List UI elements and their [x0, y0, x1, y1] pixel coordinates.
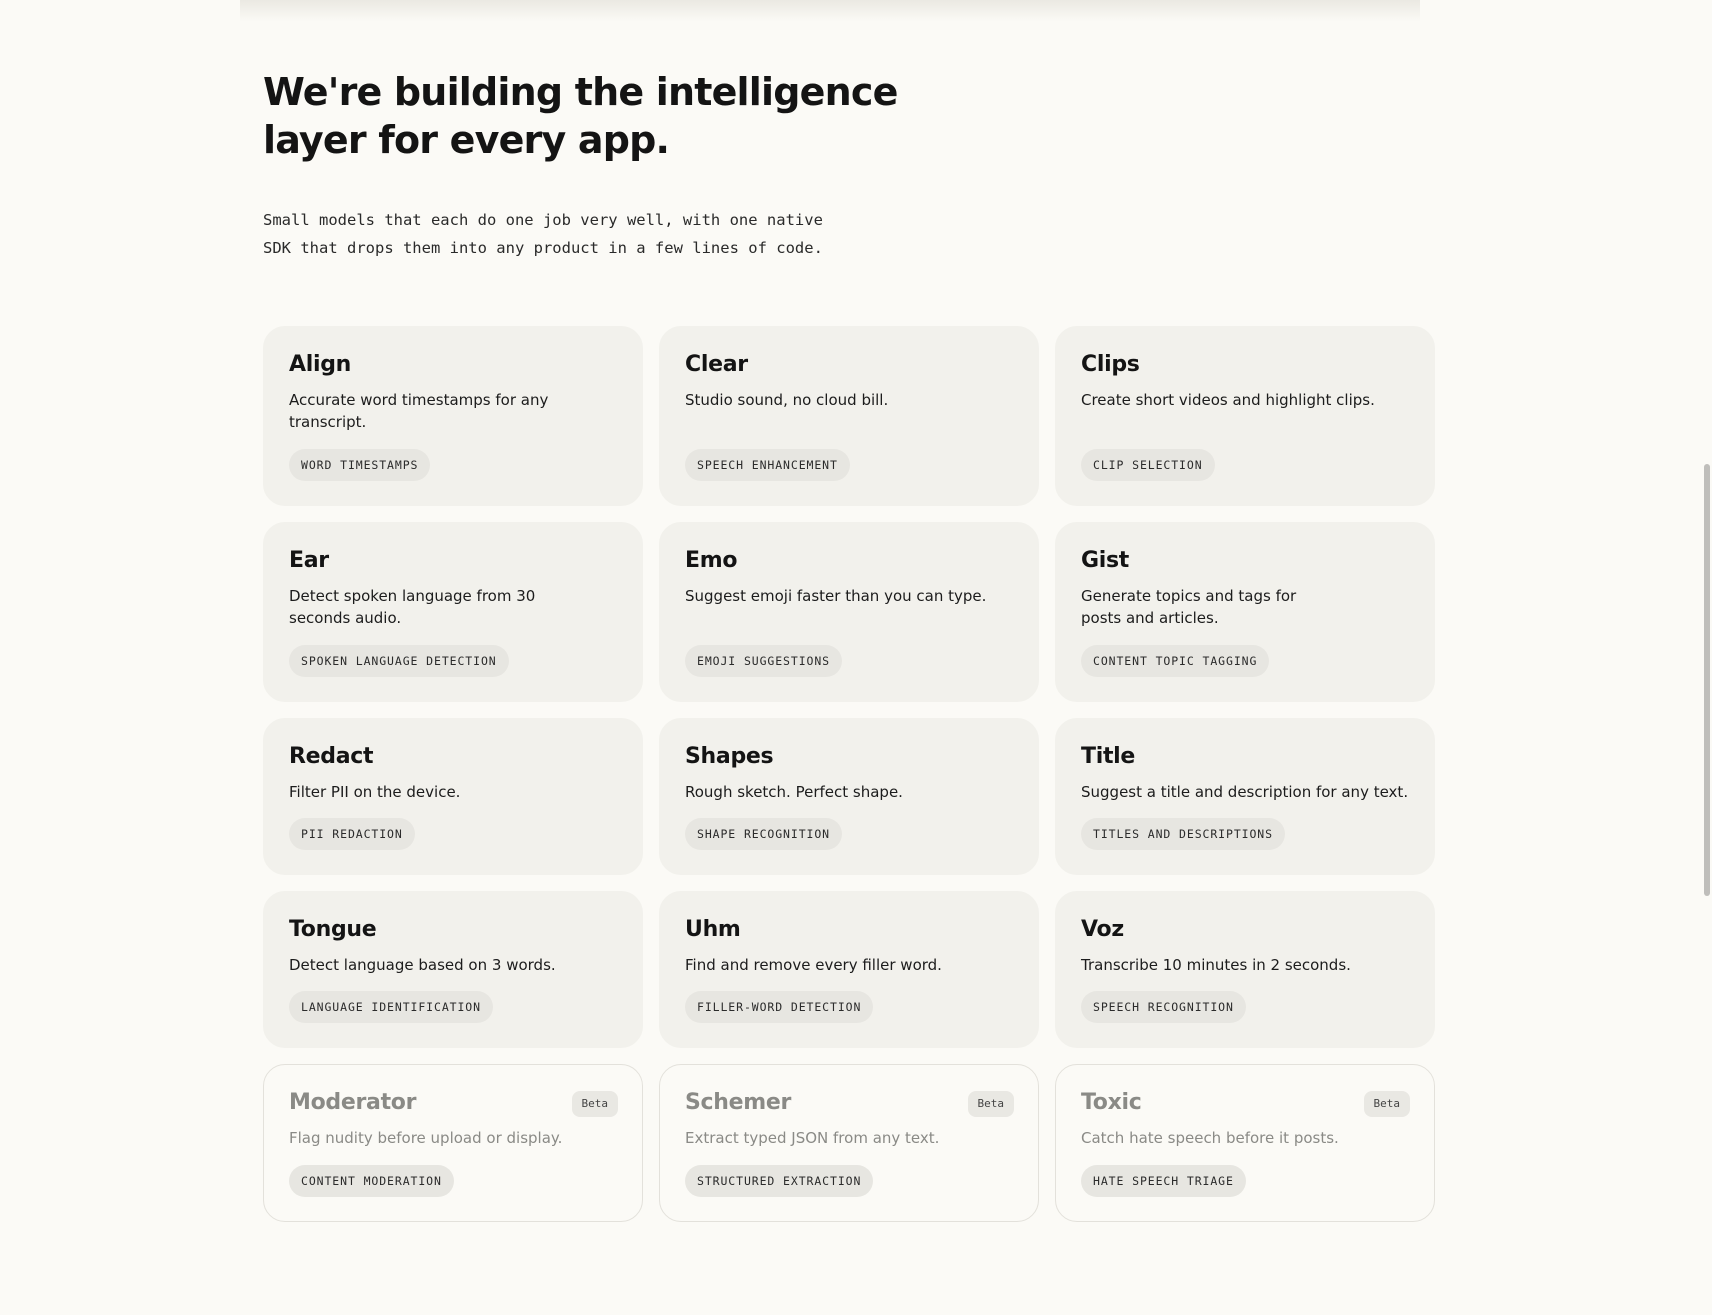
model-tag: CONTENT MODERATION [289, 1165, 454, 1197]
model-title: Emo [685, 548, 738, 573]
header-shadow [240, 0, 1420, 22]
model-tag: STRUCTURED EXTRACTION [685, 1165, 873, 1197]
model-tag: LANGUAGE IDENTIFICATION [289, 991, 493, 1023]
model-card-schemer[interactable] [659, 1064, 1039, 1222]
model-tag: EMOJI SUGGESTIONS [685, 645, 842, 677]
model-description: Suggest emoji faster than you can type. [685, 587, 987, 605]
model-description: Filter PII on the device. [289, 783, 461, 801]
model-card-align[interactable] [263, 326, 643, 506]
model-tag: SHAPE RECOGNITION [685, 818, 842, 850]
model-tag: SPEECH ENHANCEMENT [685, 449, 850, 481]
model-tag: SPEECH RECOGNITION [1081, 991, 1246, 1023]
beta-badge: Beta [1364, 1091, 1411, 1117]
model-card-toxic[interactable] [1055, 1064, 1435, 1222]
model-title: Moderator [289, 1090, 417, 1115]
model-tag: CONTENT TOPIC TAGGING [1081, 645, 1269, 677]
model-description: Transcribe 10 minutes in 2 seconds. [1081, 956, 1351, 974]
model-description: Flag nudity before upload or display. [289, 1129, 563, 1147]
model-title: Title [1081, 744, 1136, 769]
model-tag: TITLES AND DESCRIPTIONS [1081, 818, 1285, 850]
model-card-ear[interactable] [263, 522, 643, 702]
page-headline: We're building the intelligence layer for every app. [263, 70, 898, 162]
model-card-clips[interactable] [1055, 326, 1435, 506]
model-description: Rough sketch. Perfect shape. [685, 783, 903, 801]
model-title: Gist [1081, 548, 1130, 573]
main-content [263, 68, 1435, 1222]
model-description: Find and remove every filler word. [685, 956, 942, 974]
model-tag: SPOKEN LANGUAGE DETECTION [289, 645, 509, 677]
model-description: Create short videos and highlight clips. [1081, 391, 1375, 409]
beta-badge: Beta [572, 1091, 619, 1117]
subtitle-line-2: SDK that drops them into any product in a few lines of code. [263, 239, 823, 257]
model-card-clear[interactable] [659, 326, 1039, 506]
subtitle-line-1: Small models that each do one job very well, with one native [263, 211, 823, 229]
model-card-title[interactable] [1055, 718, 1435, 875]
model-description: Detect language based on 3 words. [289, 956, 556, 974]
scrollbar-track[interactable] [1700, 0, 1712, 1315]
model-description: Extract typed JSON from any text. [685, 1129, 940, 1147]
model-title: Ear [289, 548, 329, 573]
model-description: Catch hate speech before it posts. [1081, 1129, 1339, 1147]
model-description: Detect spoken language from 30 seconds audio. [289, 587, 536, 627]
model-tag: PII REDACTION [289, 818, 415, 850]
model-tag: FILLER-WORD DETECTION [685, 991, 873, 1023]
beta-badge: Beta [968, 1091, 1015, 1117]
model-description: Suggest a title and description for any text. [1081, 783, 1409, 801]
model-title: Redact [289, 744, 374, 769]
model-description: Generate topics and tags for posts and articles. [1081, 587, 1297, 627]
model-title: Toxic [1081, 1090, 1142, 1115]
model-title: Voz [1081, 917, 1124, 942]
model-card-uhm[interactable] [659, 891, 1039, 1048]
model-tag: HATE SPEECH TRIAGE [1081, 1165, 1246, 1197]
model-description: Studio sound, no cloud bill. [685, 391, 889, 409]
model-title: Uhm [685, 917, 741, 942]
model-title: Clips [1081, 352, 1140, 377]
model-description: Accurate word timestamps for any transcript. [289, 391, 549, 431]
model-grid [263, 326, 1435, 1222]
model-tag: CLIP SELECTION [1081, 449, 1215, 481]
model-card-emo[interactable] [659, 522, 1039, 702]
model-card-voz[interactable] [1055, 891, 1435, 1048]
model-card-tongue[interactable] [263, 891, 643, 1048]
model-title: Clear [685, 352, 748, 377]
model-card-gist[interactable] [1055, 522, 1435, 702]
model-card-shapes[interactable] [659, 718, 1039, 875]
model-title: Align [289, 352, 352, 377]
model-title: Shapes [685, 744, 774, 769]
model-title: Tongue [289, 917, 377, 942]
scrollbar-thumb[interactable] [1704, 464, 1710, 896]
model-title: Schemer [685, 1090, 792, 1115]
model-card-redact[interactable] [263, 718, 643, 875]
model-card-moderator[interactable] [263, 1064, 643, 1222]
page-subtitle [263, 206, 903, 262]
model-tag: WORD TIMESTAMPS [289, 449, 430, 481]
